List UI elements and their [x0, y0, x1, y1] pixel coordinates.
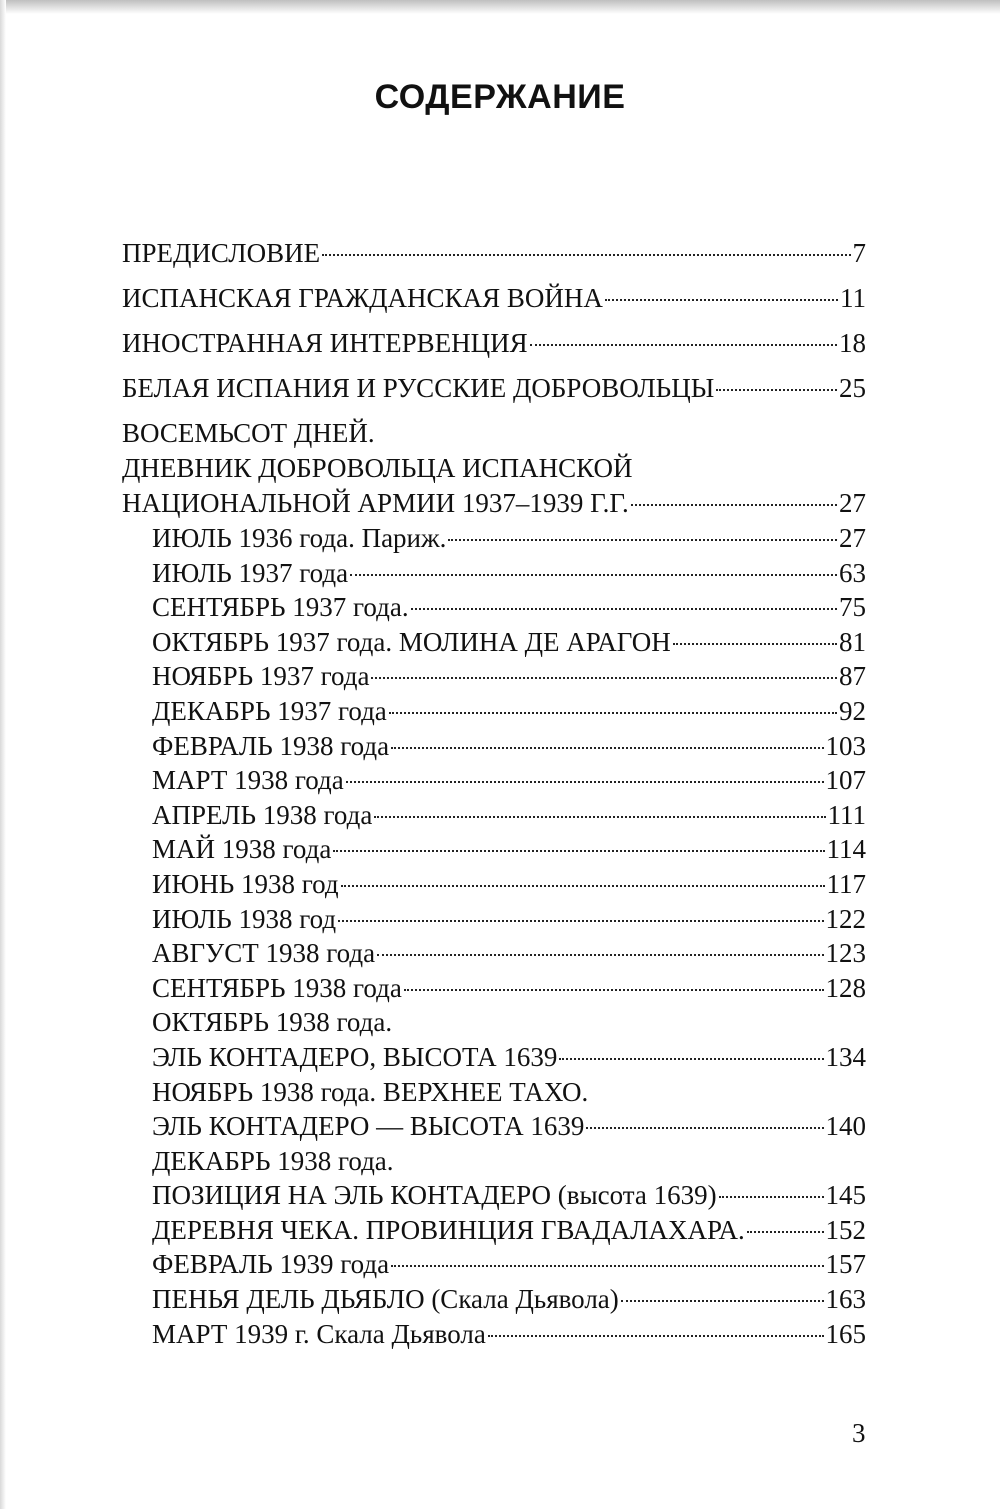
toc-leader	[747, 1231, 824, 1233]
toc-entry-page: 63	[839, 557, 866, 588]
toc-entry-page: 103	[825, 730, 866, 761]
page-number: 3	[852, 1418, 866, 1448]
toc-subentry[interactable]	[152, 1213, 866, 1248]
toc-leader	[371, 677, 837, 679]
toc-entry-title: ФЕВРАЛЬ 1938 года	[152, 730, 390, 761]
toc-subentry[interactable]	[152, 1247, 866, 1282]
page-top-shadow	[0, 0, 1000, 14]
toc-entry-page: 163	[825, 1284, 866, 1315]
toc-leader	[673, 643, 837, 645]
toc-entry-title-line: НОЯБРЬ 1938 года. ВЕРХНЕЕ ТАХО.	[152, 1076, 589, 1107]
toc-subentry-november-1938[interactable]	[152, 1075, 866, 1144]
toc-subentry[interactable]	[152, 625, 866, 660]
toc-leader	[341, 885, 825, 887]
toc-leader	[605, 299, 838, 301]
toc-entry[interactable]	[122, 281, 866, 316]
toc-subentry[interactable]	[152, 763, 866, 798]
toc-subentry[interactable]	[152, 971, 866, 1006]
toc-entry-page: 165	[825, 1318, 866, 1349]
toc-subentry[interactable]	[152, 832, 866, 867]
toc-entry-page: 122	[825, 903, 866, 934]
toc-entry-title: МАЙ 1938 года	[152, 834, 332, 865]
toc-entry-page: 152	[825, 1214, 866, 1245]
toc-subentry-december-1938[interactable]	[152, 1144, 866, 1213]
toc-entry-title: ПЕНЬЯ ДЕЛЬ ДЬЯБЛО (Скала Дьявола)	[152, 1284, 619, 1315]
toc-leader	[586, 1127, 823, 1129]
toc-entry-title: ДЕРЕВНЯ ЧЕКА. ПРОВИНЦИЯ ГВАДАЛАХАРА.	[152, 1214, 745, 1245]
toc-entry-title-line: ПОЗИЦИЯ НА ЭЛЬ КОНТАДЕРО (высота 1639)	[152, 1180, 717, 1211]
toc-entry-page: 75	[839, 592, 866, 623]
toc-subentry[interactable]	[152, 936, 866, 971]
toc-leader	[374, 816, 825, 818]
toc-subentry-october-1938[interactable]	[152, 1005, 866, 1074]
toc-leader	[621, 1300, 824, 1302]
toc-entry-title: ИЮЛЬ 1938 год	[152, 903, 337, 934]
toc-subentry[interactable]	[152, 1282, 866, 1317]
toc-leader	[346, 781, 824, 783]
toc-entry-title-line: ДЕКАБРЬ 1938 года.	[152, 1145, 394, 1176]
toc-entry-page: 27	[839, 488, 866, 518]
toc-leader	[338, 920, 823, 922]
toc-leader	[530, 344, 837, 346]
toc-entry-title-line: ВОСЕМЬСОТ ДНЕЙ.	[122, 418, 375, 448]
toc-entry-title: ИЮНЬ 1938 год	[152, 868, 339, 899]
toc-leader	[559, 1058, 823, 1060]
toc-entry-title: МАРТ 1939 г. Скала Дьявола	[152, 1318, 486, 1349]
toc-entry-title: БЕЛАЯ ИСПАНИЯ И РУССКИЕ ДОБРОВОЛЬЦЫ	[122, 373, 715, 403]
toc-leader	[350, 574, 837, 576]
toc-entry-title: МАРТ 1938 года	[152, 765, 344, 796]
toc-entry-title: ИНОСТРАННАЯ ИНТЕРВЕНЦИЯ	[122, 328, 528, 358]
toc-entry-title-line: ДНЕВНИК ДОБРОВОЛЬЦА ИСПАНСКОЙ	[122, 453, 633, 483]
toc-subentry[interactable]	[152, 729, 866, 764]
toc-entry-page: 87	[839, 661, 866, 692]
toc-entry-page: 117	[826, 868, 866, 899]
toc-entry-page: 134	[825, 1041, 866, 1072]
toc-leader	[333, 850, 824, 852]
toc-entry-title: НОЯБРЬ 1937 года	[152, 661, 370, 692]
toc-entry-title: ФЕВРАЛЬ 1939 года	[152, 1249, 390, 1280]
toc-subentry[interactable]	[152, 902, 866, 937]
toc-entry-title-line: ЭЛЬ КОНТАДЕРО, ВЫСОТА 1639	[152, 1041, 558, 1072]
toc-leader	[631, 504, 837, 506]
toc-entry-page: 157	[825, 1249, 866, 1280]
toc-subentry[interactable]	[152, 694, 866, 729]
toc-leader	[389, 712, 837, 714]
toc-entry-page: 140	[825, 1111, 866, 1142]
toc-entry-title: ИЮЛЬ 1937 года	[152, 557, 349, 588]
toc-entry-title: АВГУСТ 1938 года	[152, 938, 376, 969]
toc-leader	[322, 254, 850, 256]
toc-entry-page: 18	[839, 328, 866, 358]
toc-entry-title: ДЕКАБРЬ 1937 года	[152, 695, 387, 726]
toc-leader	[448, 539, 837, 541]
toc-entry-page: 123	[825, 938, 866, 969]
toc-entry-title: ОКТЯБРЬ 1937 года. МОЛИНА ДЕ АРАГОН	[152, 626, 671, 657]
page-left-shadow	[0, 0, 6, 1509]
toc-entry-title: ПРЕДИСЛОВИЕ	[122, 238, 321, 268]
toc-leader	[391, 747, 823, 749]
toc-entry-title-line: ОКТЯБРЬ 1938 года.	[152, 1007, 393, 1038]
toc-entry-title: ИСПАНСКАЯ ГРАЖДАНСКАЯ ВОЙНА	[122, 283, 603, 313]
toc-subentry[interactable]	[152, 867, 866, 902]
toc-entry-page: 92	[839, 695, 866, 726]
toc-leader	[404, 989, 824, 991]
toc-entry-page: 81	[839, 626, 866, 657]
toc-leader	[719, 1196, 824, 1198]
toc-subentries	[122, 521, 866, 1351]
toc-subentry[interactable]	[152, 590, 866, 625]
toc-entry-page: 128	[825, 972, 866, 1003]
page-title: СОДЕРЖАНИЕ	[374, 78, 626, 116]
toc-entry-title: АПРЕЛЬ 1938 года	[152, 799, 373, 830]
toc-entry-title-line: НАЦИОНАЛЬНОЙ АРМИИ 1937–1939 Г.Г.	[122, 488, 629, 518]
toc-subentry[interactable]	[152, 798, 866, 833]
toc-subentry[interactable]	[152, 556, 866, 591]
toc-entry-page: 145	[825, 1180, 866, 1211]
toc-entry[interactable]	[122, 326, 866, 361]
toc-subentry[interactable]	[152, 659, 866, 694]
toc-leader	[488, 1335, 824, 1337]
toc-leader	[377, 954, 823, 956]
toc-entry-title: СЕНТЯБРЬ 1937 года.	[152, 592, 409, 623]
toc-entry-diary[interactable]	[122, 416, 866, 521]
toc-entry-title: СЕНТЯБРЬ 1938 года	[152, 972, 402, 1003]
toc-entry-page: 11	[840, 283, 866, 313]
toc-entry-page: 114	[826, 834, 866, 865]
table-of-contents	[122, 236, 866, 1351]
toc-entry[interactable]	[122, 371, 866, 406]
toc-subentry[interactable]	[152, 1317, 866, 1352]
toc-entry-page: 27	[839, 523, 866, 553]
toc-entry-page: 7	[852, 238, 866, 268]
toc-leader	[716, 389, 837, 391]
toc-entry[interactable]	[122, 236, 866, 271]
toc-subentry[interactable]	[152, 521, 866, 556]
toc-entry-title-line: ЭЛЬ КОНТАДЕРО — ВЫСОТА 1639	[152, 1111, 585, 1142]
toc-leader	[391, 1265, 823, 1267]
toc-entry-page: 111	[827, 799, 866, 830]
toc-entry-title: ИЮЛЬ 1936 года. Париж.	[152, 523, 447, 553]
toc-entry-page: 107	[825, 765, 866, 796]
toc-leader	[411, 608, 837, 610]
toc-entry-page: 25	[839, 373, 866, 403]
